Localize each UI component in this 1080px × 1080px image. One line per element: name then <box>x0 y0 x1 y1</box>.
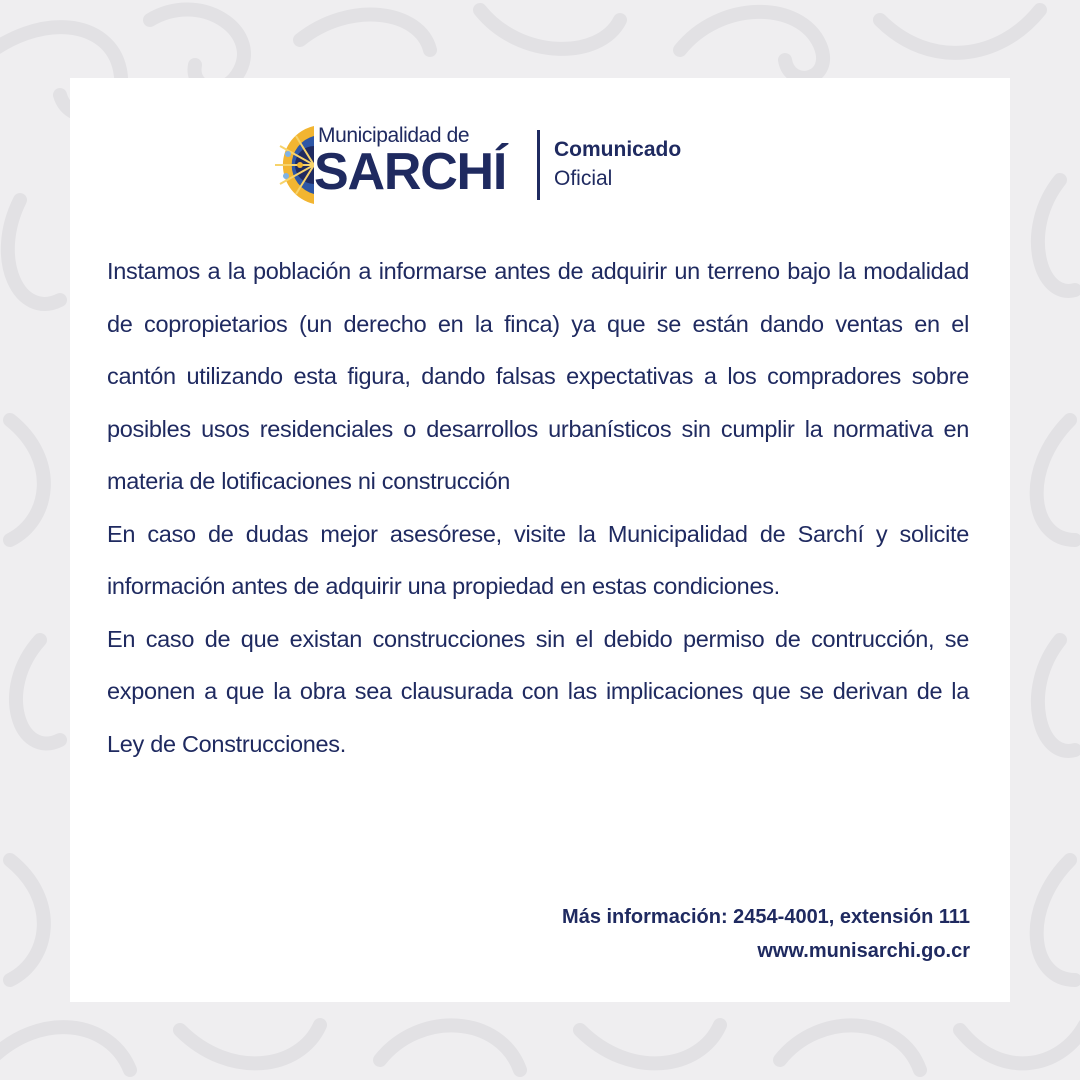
website-link[interactable]: www.munisarchi.go.cr <box>757 940 970 962</box>
sarchi-oxcart-wheel-icon <box>266 124 314 206</box>
brand-name: SARCHÍ <box>314 143 507 201</box>
body-paragraph: Instamos a la población a informarse antes de adquirir un terreno bajo la modalidad de copropietarios (un derecho en la finca) ya que se están dando ventas en el cantón utilizando esta figura, dando falsas expectativas a los compradores sobre posibles usos residenciales o desarrollos urbanísticos sin cumplir la normativa en materia de lotificaciones ni construcción <box>107 258 969 494</box>
announcement-card <box>70 78 1010 1002</box>
body-paragraph: En caso de que existan construcciones sin el debido permiso de contrucción, se exponen a que la obra sea clausurada con las implicaciones que se derivan de la Ley de Construcciones. <box>107 625 969 757</box>
announcement-body <box>107 245 969 770</box>
contact-footer <box>562 900 970 968</box>
contact-info: Más información: 2454-4001, extensión 111 <box>562 906 970 928</box>
body-paragraph: En caso de dudas mejor asesórese, visite la Municipalidad de Sarchí y solicite información antes de adquirir una propiedad en estas condiciones. <box>107 520 969 599</box>
brand-top-line: Municipalidad de <box>318 124 470 147</box>
header-divider <box>537 130 540 200</box>
badge-subtitle: Oficial <box>554 167 613 190</box>
header <box>266 120 726 210</box>
badge-title: Comunicado <box>554 138 682 161</box>
